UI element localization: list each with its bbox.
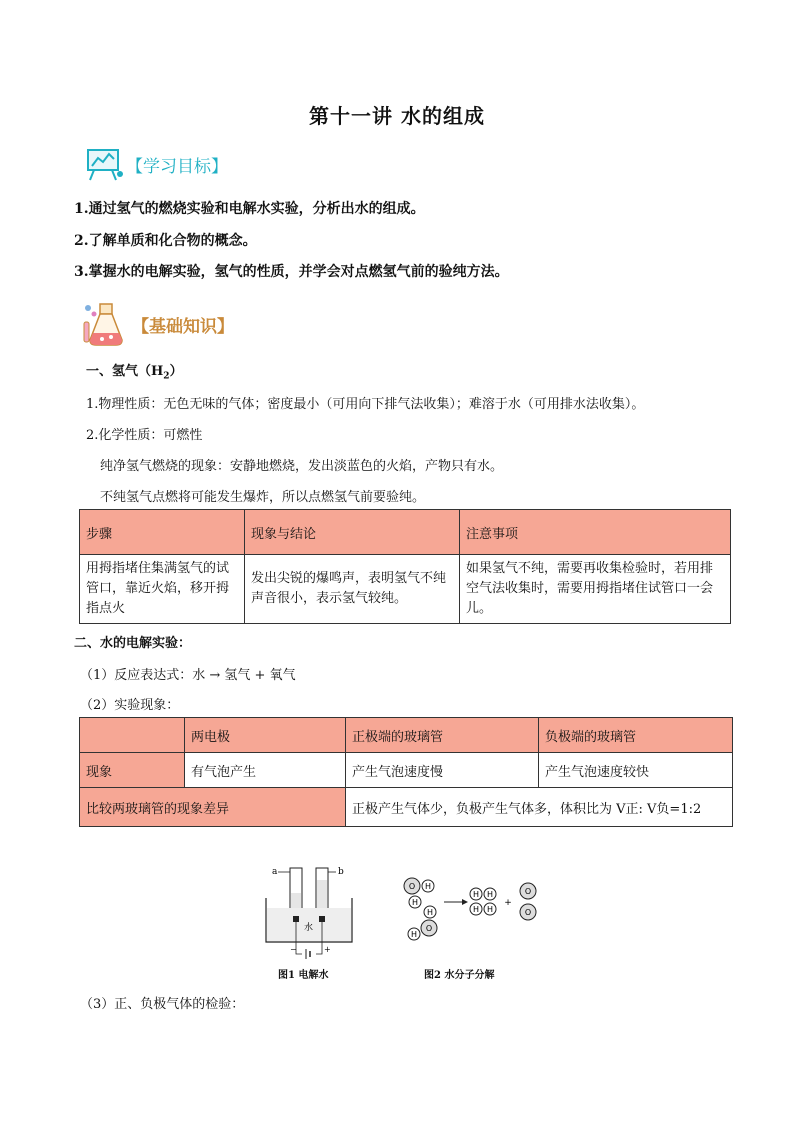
table-header-cell [80, 718, 185, 753]
table-header-cell: 现象与结论 [245, 510, 460, 555]
phenomenon-label: （2）实验现象： [80, 698, 180, 713]
table-cell: 产生气泡速度较快 [539, 753, 733, 788]
atom-o: O [524, 908, 532, 917]
figure-area [260, 858, 560, 983]
plus-sign: + [504, 898, 512, 908]
atom-o: O [408, 882, 416, 891]
basics-banner [82, 300, 234, 348]
table-cell: 发出尖锐的爆鸣声，表明氢气不纯声音很小，表示氢气较纯。 [245, 555, 460, 624]
table-header-cell: 注意事项 [460, 510, 731, 555]
table-header-row [80, 718, 733, 753]
goal-item-1: 1.通过氢气的燃烧实验和电解水实验，分析出水的组成。 [74, 201, 425, 217]
atom-h: H [472, 890, 480, 899]
atom-h: H [472, 905, 480, 914]
label-minus: − [290, 945, 297, 954]
table-cell: 比较两玻璃管的现象差异 [80, 788, 346, 827]
table-header-cell: 两电极 [185, 718, 346, 753]
atom-h: H [424, 882, 432, 891]
physical-properties: 1.物理性质：无色无味的气体；密度最小（可用向下排气法收集）；难溶于水（可用排水法收集）。 [86, 397, 645, 412]
label-water: 水 [304, 923, 314, 933]
label-b: b [338, 867, 344, 877]
section1-heading-sub: 2 [163, 371, 170, 382]
pure-hydrogen-text: 纯净氢气燃烧的现象：安静地燃烧，发出淡蓝色的火焰，产物只有水。 [100, 459, 504, 474]
atom-o: O [524, 887, 532, 896]
table-cell: 现象 [80, 753, 185, 788]
table-header-cell: 负极端的玻璃管 [539, 718, 733, 753]
reaction-expression: （1）反应表达式：水 → 氢气 + 氧气 [80, 668, 296, 683]
flask-icon [82, 300, 130, 348]
goals-banner [84, 146, 228, 182]
section1-heading-text: 一、氢气（H [86, 364, 164, 379]
atom-o: O [425, 924, 433, 933]
electrolysis-table [79, 717, 733, 827]
hydrogen-test-table [79, 509, 731, 624]
basics-banner-label: 【基础知识】 [132, 316, 234, 337]
atom-h: H [486, 890, 494, 899]
figure1-caption: 图1 电解水 [278, 970, 329, 981]
table-row [80, 555, 731, 624]
section1-heading [86, 360, 183, 382]
electrolysis-diagram [260, 858, 560, 983]
atom-h: H [486, 905, 494, 914]
goal-item-2: 2.了解单质和化合物的概念。 [74, 233, 257, 249]
label-plus: + [324, 945, 331, 954]
gas-test-label: （3）正、负极气体的检验： [80, 997, 245, 1012]
table-header-cell: 正极端的玻璃管 [346, 718, 539, 753]
table-row [80, 788, 733, 827]
label-a: a [272, 867, 278, 877]
section1-heading-suffix: ） [169, 364, 183, 379]
section2-heading: 二、水的电解实验： [74, 636, 192, 651]
table-cell: 用拇指堵住集满氢气的试管口，靠近火焰，移开拇指点火 [80, 555, 245, 624]
goal-item-3: 3.掌握水的电解实验，氢气的性质，并学会对点燃氢气前的验纯方法。 [74, 264, 509, 280]
page-title: 第十一讲 水的组成 [309, 104, 485, 128]
chemical-properties: 2.化学性质：可燃性 [86, 428, 203, 443]
table-row [80, 753, 733, 788]
table-header-cell: 步骤 [80, 510, 245, 555]
table-cell: 产生气泡速度慢 [346, 753, 539, 788]
table-header-row [80, 510, 731, 555]
table-cell: 如果氢气不纯，需要再收集检验时，若用排空气法收集时，需要用拇指堵住试管口一会儿。 [460, 555, 731, 624]
atom-h: H [426, 908, 434, 917]
impure-hydrogen-text: 不纯氢气点燃将可能发生爆炸，所以点燃氢气前要验纯。 [100, 490, 426, 505]
goals-banner-label: 【学习目标】 [126, 156, 228, 177]
whiteboard-icon [84, 146, 124, 182]
table-cell: 有气泡产生 [185, 753, 346, 788]
atom-h: H [410, 930, 418, 939]
figure2-caption: 图2 水分子分解 [424, 970, 495, 981]
atom-h: H [411, 898, 419, 907]
table-cell: 正极产生气体少，负极产生气体多，体积比为 V正: V负=1:2 [346, 788, 733, 827]
